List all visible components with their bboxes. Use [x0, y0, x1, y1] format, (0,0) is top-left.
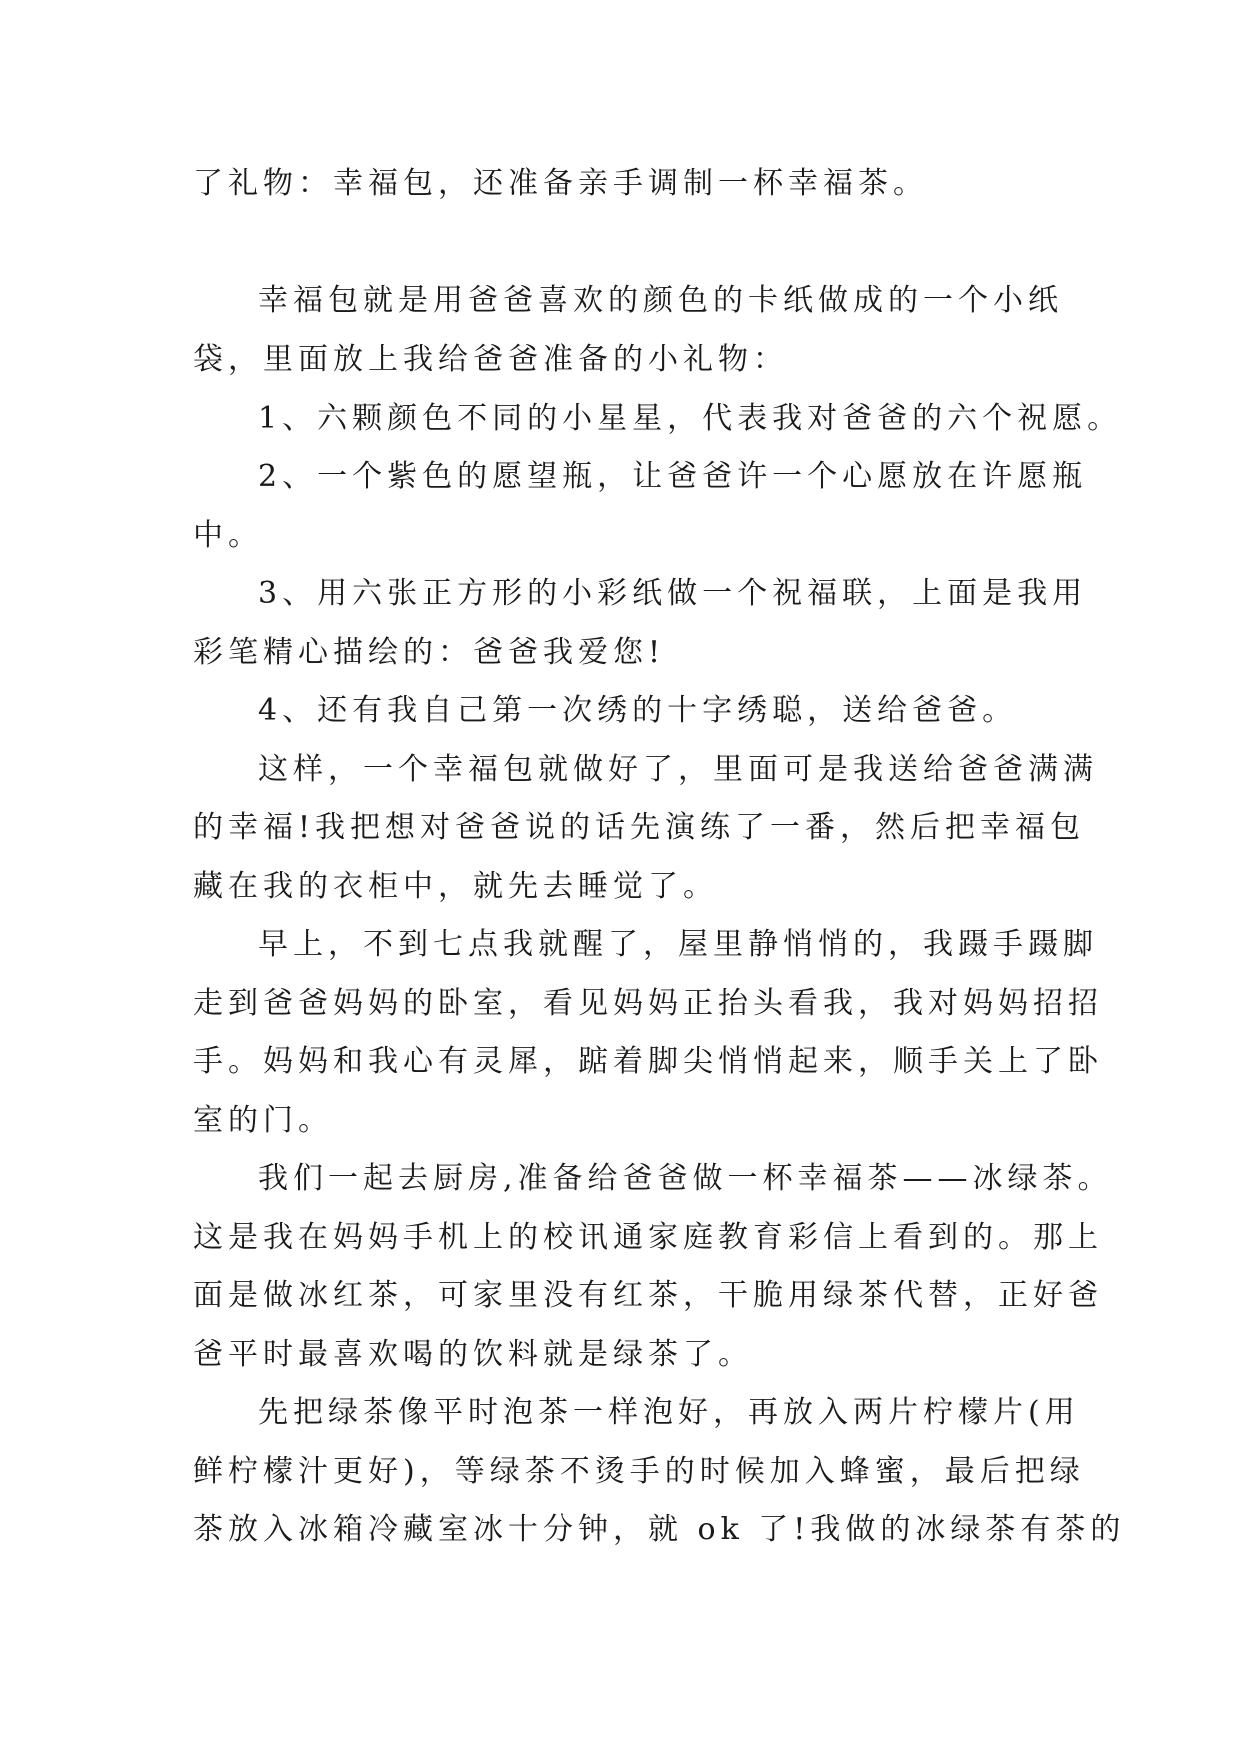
text-line: 3、用六张正方形的小彩纸做一个祝福联，上面是我用	[258, 576, 1088, 611]
text-line: 了礼物：幸福包，还准备亲手调制一杯幸福茶。	[193, 166, 928, 201]
text-line: 室的门。	[193, 1103, 333, 1138]
text-line: 爸平时最喜欢喝的饮料就是绿茶了。	[193, 1337, 753, 1372]
text-line: 中。	[193, 518, 263, 553]
text-line: 面是做冰红茶，可家里没有红茶，干脆用绿茶代替，正好爸	[193, 1278, 1103, 1313]
text-line: 2、一个紫色的愿望瓶，让爸爸许一个心愿放在许愿瓶	[258, 459, 1088, 494]
text-line: 4、还有我自己第一次绣的十字绣聪，送给爸爸。	[258, 693, 1018, 728]
text-line: 鲜柠檬汁更好)，等绿茶不烫手的时候加入蜂蜜，最后把绿	[193, 1454, 1085, 1489]
text-line: 早上，不到七点我就醒了，屋里静悄悄的，我蹑手蹑脚	[258, 927, 1098, 962]
text-line: 茶放入冰箱冷藏室冰十分钟，就 ok 了!我做的冰绿茶有茶的	[193, 1512, 1126, 1547]
text-line: 1、六颗颜色不同的小星星，代表我对爸爸的六个祝愿。	[258, 401, 1123, 436]
text-line: 袋，里面放上我给爸爸准备的小礼物：	[193, 342, 788, 377]
text-line: 幸福包就是用爸爸喜欢的颜色的卡纸做成的一个小纸	[258, 283, 1063, 318]
text-line: 走到爸爸妈妈的卧室，看见妈妈正抬头看我，我对妈妈招招	[193, 986, 1103, 1021]
text-line: 藏在我的衣柜中，就先去睡觉了。	[193, 869, 718, 904]
text-line: 这是我在妈妈手机上的校讯通家庭教育彩信上看到的。那上	[193, 1220, 1103, 1255]
text-line: 彩笔精心描绘的：爸爸我爱您!	[193, 635, 666, 670]
text-line: 先把绿茶像平时泡茶一样泡好，再放入两片柠檬片(用	[258, 1395, 1080, 1430]
text-line: 的幸福!我把想对爸爸说的话先演练了一番，然后把幸福包	[193, 810, 1086, 845]
text-line: 手。妈妈和我心有灵犀，踮着脚尖悄悄起来，顺手关上了卧	[193, 1044, 1103, 1079]
text-line: 这样，一个幸福包就做好了，里面可是我送给爸爸满满	[258, 752, 1098, 787]
text-line: 我们一起去厨房,准备给爸爸做一杯幸福茶——冰绿茶。	[258, 1161, 1113, 1196]
